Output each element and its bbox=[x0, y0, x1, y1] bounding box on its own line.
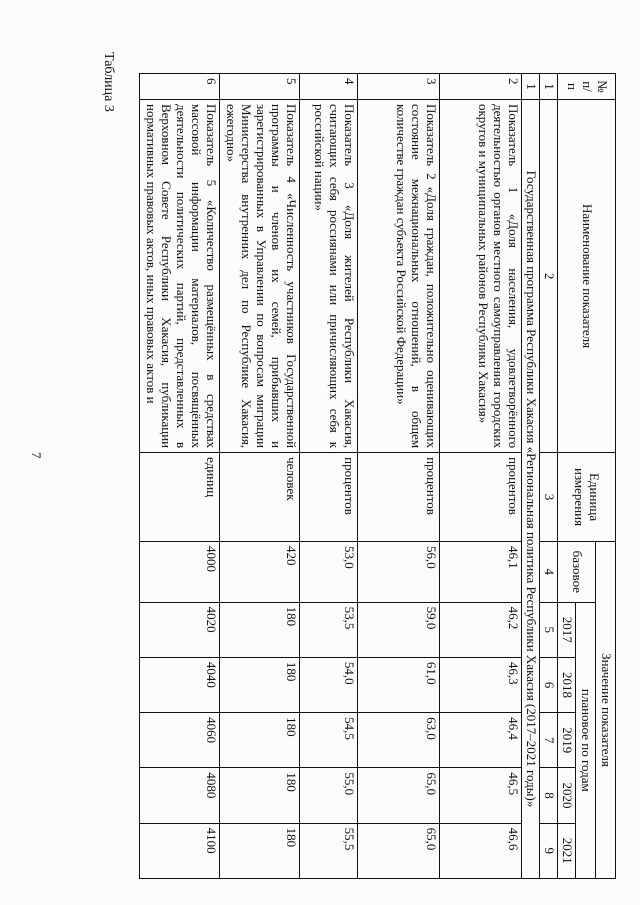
row-num: 1 bbox=[522, 74, 540, 100]
plan-value: 4040 bbox=[140, 657, 220, 712]
header-name: Наименование показателя bbox=[558, 99, 616, 452]
col-number: 1 bbox=[540, 74, 558, 100]
table-row bbox=[300, 74, 358, 879]
plan-value: 4060 bbox=[140, 713, 220, 768]
page-number: 7 bbox=[29, 452, 44, 459]
header-base: базовое bbox=[558, 541, 596, 602]
indicator-unit: процентов bbox=[358, 453, 440, 542]
program-title: Государственная программа Республики Хакасия «Региональная политика Республики Хакасия (2017–2021 годы)» bbox=[522, 99, 540, 878]
plan-value: 46,3 bbox=[440, 657, 522, 712]
indicator-table bbox=[139, 73, 616, 879]
header-planned: плановое по годам bbox=[576, 602, 596, 878]
header-year: 2018 bbox=[558, 657, 576, 712]
row-num: 4 bbox=[300, 74, 358, 100]
row-num: 3 bbox=[358, 74, 440, 100]
header-year: 2021 bbox=[558, 823, 576, 878]
row-num: 5 bbox=[220, 74, 300, 100]
indicator-name: Показатель 5 «Количество размещённых в средствах массовой информации материалов, посвящённых деятельности политических партий, представленных в Верховном Совете Республики Хакасия, публикации нормативных правовых актов, иных правовых актов и bbox=[140, 99, 220, 452]
indicator-unit: человек bbox=[220, 453, 300, 542]
col-number: 8 bbox=[540, 768, 558, 823]
row-num: 6 bbox=[140, 74, 220, 100]
plan-value: 180 bbox=[220, 713, 300, 768]
plan-value: 55,0 bbox=[300, 768, 358, 823]
plan-value: 63,0 bbox=[358, 713, 440, 768]
plan-value: 180 bbox=[220, 823, 300, 878]
base-value: 420 bbox=[220, 541, 300, 602]
rotated-table-container bbox=[139, 73, 616, 879]
table-caption: Таблица 3 bbox=[101, 52, 116, 112]
col-number: 5 bbox=[540, 602, 558, 657]
plan-value: 46,5 bbox=[440, 768, 522, 823]
plan-value: 53,5 bbox=[300, 602, 358, 657]
col-number: 4 bbox=[540, 541, 558, 602]
plan-value: 4080 bbox=[140, 768, 220, 823]
col-number: 6 bbox=[540, 657, 558, 712]
header-num: № п/п bbox=[558, 74, 616, 100]
header-year: 2020 bbox=[558, 768, 576, 823]
row-num: 2 bbox=[440, 74, 522, 100]
indicator-unit: процентов bbox=[300, 453, 358, 542]
indicator-name: Показатель 4 «Численность участников Государственной программы и членов их семей, прибывших и зарегистрированных в Управлении по вопросам миграции Министерства внутренних дел по Республике Хакасия, ежегодно» bbox=[220, 99, 300, 452]
col-number: 2 bbox=[540, 99, 558, 452]
base-value: 53,0 bbox=[300, 541, 358, 602]
plan-value: 54,0 bbox=[300, 657, 358, 712]
header-year: 2019 bbox=[558, 713, 576, 768]
plan-value: 180 bbox=[220, 657, 300, 712]
plan-value: 46,2 bbox=[440, 602, 522, 657]
table-row bbox=[440, 74, 522, 879]
header-value: Значение показателя bbox=[596, 541, 616, 878]
plan-value: 65,0 bbox=[358, 768, 440, 823]
plan-value: 59,0 bbox=[358, 602, 440, 657]
base-value: 46,1 bbox=[440, 541, 522, 602]
plan-value: 4100 bbox=[140, 823, 220, 878]
plan-value: 180 bbox=[220, 602, 300, 657]
plan-value: 54,5 bbox=[300, 713, 358, 768]
col-number: 7 bbox=[540, 713, 558, 768]
header-unit: Единица измерения bbox=[558, 453, 616, 542]
plan-value: 180 bbox=[220, 768, 300, 823]
plan-value: 55,5 bbox=[300, 823, 358, 878]
indicator-name: Показатель 3 «Доля жителей Республики Хакасия, считающих себя россиянами или причисляющих себя к российской нации» bbox=[300, 99, 358, 452]
indicator-name: Показатель 2 «Доля граждан, положительно оценивающих состояние межнациональных отношений, в общем количестве граждан субъекта Российской Федерации» bbox=[358, 99, 440, 452]
table-row bbox=[140, 74, 220, 879]
plan-value: 46,6 bbox=[440, 823, 522, 878]
indicator-unit: процентов bbox=[440, 453, 522, 542]
indicator-name: Показатель 1 «Доля населения, удовлетворённого деятельностью органов местного самоуправления городских округов и муниципальных районов Республики Хакасия» bbox=[440, 99, 522, 452]
plan-value: 46,4 bbox=[440, 713, 522, 768]
plan-value: 61,0 bbox=[358, 657, 440, 712]
table-row bbox=[358, 74, 440, 879]
base-value: 4000 bbox=[140, 541, 220, 602]
plan-value: 65,0 bbox=[358, 823, 440, 878]
base-value: 56,0 bbox=[358, 541, 440, 602]
col-number: 9 bbox=[540, 823, 558, 878]
indicator-unit: единиц bbox=[140, 453, 220, 542]
header-year: 2017 bbox=[558, 602, 576, 657]
plan-value: 4020 bbox=[140, 602, 220, 657]
table-row bbox=[220, 74, 300, 879]
col-number: 3 bbox=[540, 453, 558, 542]
program-row bbox=[522, 74, 540, 879]
